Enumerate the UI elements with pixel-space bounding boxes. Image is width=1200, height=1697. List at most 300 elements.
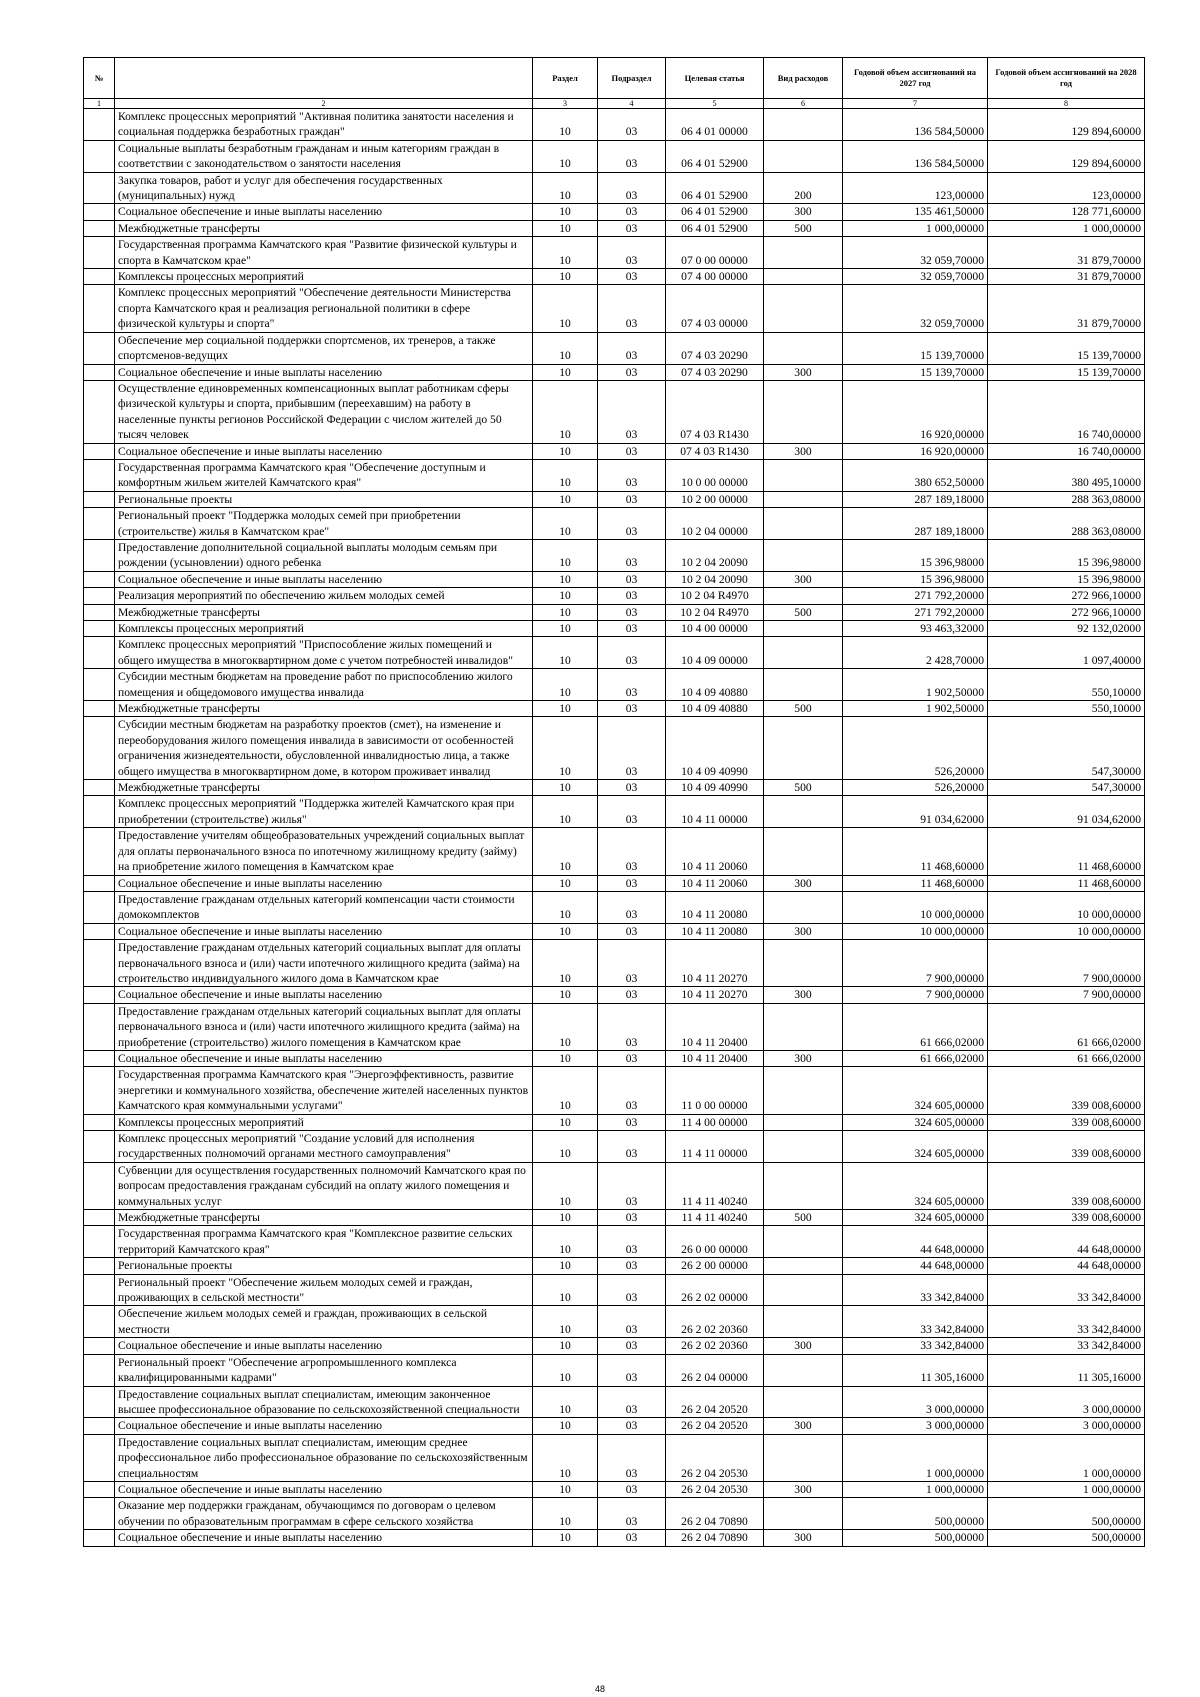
table-row <box>84 285 1145 332</box>
row-target-item-cell: 10 4 09 40990 <box>666 717 764 780</box>
row-target-item-cell: 10 4 09 40880 <box>666 669 764 701</box>
row-amount-2028-cell: 92 132,02000 <box>988 621 1145 637</box>
row-target-item-cell: 11 4 11 00000 <box>666 1131 764 1163</box>
row-name-cell: Комплекс процессных мероприятий "Активная политика занятости населения и социальная поддержка безработных граждан" <box>115 109 533 141</box>
row-target-item-cell: 10 4 09 40880 <box>666 701 764 717</box>
row-expense-kind-cell <box>764 1434 843 1481</box>
row-amount-2028-cell: 547,30000 <box>988 780 1145 796</box>
row-number-cell <box>84 269 115 285</box>
row-subsection-cell: 03 <box>598 780 666 796</box>
row-target-item-cell: 26 2 04 00000 <box>666 1354 764 1386</box>
row-amount-2027-cell: 136 584,50000 <box>843 109 988 141</box>
row-amount-2027-cell: 526,20000 <box>843 717 988 780</box>
row-target-item-cell: 10 2 04 R4970 <box>666 604 764 620</box>
row-name-cell: Комплексы процессных мероприятий <box>115 1114 533 1130</box>
row-amount-2027-cell: 33 342,84000 <box>843 1338 988 1354</box>
table-row <box>84 172 1145 204</box>
row-subsection-cell: 03 <box>598 1530 666 1546</box>
row-expense-kind-cell: 500 <box>764 604 843 620</box>
row-name-cell: Оказание мер поддержки гражданам, обучающимся по договорам о целевом обучении по образовательным программам в сфере сельского хозяйства <box>115 1498 533 1530</box>
row-subsection-cell: 03 <box>598 508 666 540</box>
row-subsection-cell: 03 <box>598 1131 666 1163</box>
row-amount-2027-cell: 380 652,50000 <box>843 459 988 491</box>
row-target-item-cell: 10 2 04 20090 <box>666 539 764 571</box>
table-row <box>84 875 1145 891</box>
row-number-cell <box>84 1434 115 1481</box>
row-number-cell <box>84 1386 115 1418</box>
table-row <box>84 459 1145 491</box>
row-expense-kind-cell: 500 <box>764 701 843 717</box>
row-name-cell: Социальное обеспечение и иные выплаты населению <box>115 923 533 939</box>
row-amount-2027-cell: 1 000,00000 <box>843 1434 988 1481</box>
table-row <box>84 1067 1145 1114</box>
header-amount-2028: Годовой объем ассигнований на 2028 год <box>988 58 1145 99</box>
row-section-cell: 10 <box>533 1481 598 1497</box>
row-number-cell <box>84 380 115 443</box>
row-name-cell: Социальное обеспечение и иные выплаты населению <box>115 1530 533 1546</box>
row-target-item-cell: 07 4 03 R1430 <box>666 443 764 459</box>
row-target-item-cell: 06 4 01 52900 <box>666 172 764 204</box>
row-subsection-cell: 03 <box>598 828 666 875</box>
row-section-cell: 10 <box>533 380 598 443</box>
row-expense-kind-cell: 300 <box>764 364 843 380</box>
header-section: Раздел <box>533 58 598 99</box>
row-expense-kind-cell <box>764 269 843 285</box>
table-row <box>84 1162 1145 1209</box>
row-expense-kind-cell <box>764 1354 843 1386</box>
row-number-cell <box>84 140 115 172</box>
table-row <box>84 1258 1145 1274</box>
row-number-cell <box>84 1354 115 1386</box>
row-target-item-cell: 11 4 11 40240 <box>666 1210 764 1226</box>
row-section-cell: 10 <box>533 1162 598 1209</box>
row-target-item-cell: 10 2 04 20090 <box>666 571 764 587</box>
column-number: 2 <box>115 99 533 109</box>
row-target-item-cell: 10 4 00 00000 <box>666 621 764 637</box>
row-amount-2027-cell: 91 034,62000 <box>843 796 988 828</box>
row-number-cell <box>84 621 115 637</box>
row-number-cell <box>84 109 115 141</box>
row-amount-2028-cell: 339 008,60000 <box>988 1114 1145 1130</box>
row-section-cell: 10 <box>533 1131 598 1163</box>
row-number-cell <box>84 491 115 507</box>
row-subsection-cell: 03 <box>598 796 666 828</box>
row-section-cell: 10 <box>533 669 598 701</box>
row-number-cell <box>84 717 115 780</box>
row-expense-kind-cell: 300 <box>764 1418 843 1434</box>
row-amount-2027-cell: 11 305,16000 <box>843 1354 988 1386</box>
row-expense-kind-cell <box>764 491 843 507</box>
row-amount-2027-cell: 10 000,00000 <box>843 891 988 923</box>
row-amount-2027-cell: 1 902,50000 <box>843 669 988 701</box>
row-section-cell: 10 <box>533 443 598 459</box>
row-name-cell: Региональный проект "Обеспечение агропромышленного комплекса квалифицированными кадрами" <box>115 1354 533 1386</box>
row-name-cell: Социальное обеспечение и иные выплаты населению <box>115 987 533 1003</box>
row-expense-kind-cell <box>764 717 843 780</box>
row-number-cell <box>84 701 115 717</box>
row-expense-kind-cell <box>764 940 843 987</box>
row-number-cell <box>84 1114 115 1130</box>
column-number: 7 <box>843 99 988 109</box>
row-name-cell: Межбюджетные трансферты <box>115 220 533 236</box>
row-amount-2027-cell: 44 648,00000 <box>843 1226 988 1258</box>
row-number-cell <box>84 459 115 491</box>
table-row <box>84 780 1145 796</box>
row-section-cell: 10 <box>533 1386 598 1418</box>
row-target-item-cell: 06 4 01 00000 <box>666 109 764 141</box>
table-row <box>84 987 1145 1003</box>
row-amount-2028-cell: 1 000,00000 <box>988 220 1145 236</box>
row-target-item-cell: 06 4 01 52900 <box>666 140 764 172</box>
row-target-item-cell: 26 2 04 20530 <box>666 1434 764 1481</box>
row-name-cell: Субсидии местным бюджетам на проведение работ по приспособлению жилого помещения и общедомового имущества инвалида <box>115 669 533 701</box>
row-section-cell: 10 <box>533 539 598 571</box>
row-expense-kind-cell: 200 <box>764 172 843 204</box>
row-expense-kind-cell <box>764 588 843 604</box>
row-section-cell: 10 <box>533 1114 598 1130</box>
row-section-cell: 10 <box>533 140 598 172</box>
row-amount-2028-cell: 550,10000 <box>988 701 1145 717</box>
row-expense-kind-cell <box>764 669 843 701</box>
row-subsection-cell: 03 <box>598 1306 666 1338</box>
row-section-cell: 10 <box>533 1338 598 1354</box>
row-amount-2027-cell: 61 666,02000 <box>843 1050 988 1066</box>
row-subsection-cell: 03 <box>598 875 666 891</box>
row-target-item-cell: 10 4 11 20400 <box>666 1050 764 1066</box>
row-amount-2027-cell: 287 189,18000 <box>843 508 988 540</box>
row-target-item-cell: 26 2 00 00000 <box>666 1258 764 1274</box>
row-expense-kind-cell <box>764 109 843 141</box>
row-amount-2028-cell: 500,00000 <box>988 1498 1145 1530</box>
table-row <box>84 621 1145 637</box>
row-expense-kind-cell: 300 <box>764 571 843 587</box>
row-target-item-cell: 10 2 00 00000 <box>666 491 764 507</box>
row-name-cell: Социальное обеспечение и иные выплаты населению <box>115 364 533 380</box>
row-section-cell: 10 <box>533 1274 598 1306</box>
row-target-item-cell: 26 2 02 20360 <box>666 1306 764 1338</box>
row-target-item-cell: 07 4 03 20290 <box>666 364 764 380</box>
row-amount-2028-cell: 31 879,70000 <box>988 269 1145 285</box>
row-name-cell: Региональные проекты <box>115 1258 533 1274</box>
row-name-cell: Комплекс процессных мероприятий "Поддержка жителей Камчатского края при приобретении (строительстве) жилья" <box>115 796 533 828</box>
row-number-cell <box>84 637 115 669</box>
row-subsection-cell: 03 <box>598 364 666 380</box>
row-name-cell: Государственная программа Камчатского края "Обеспечение доступным и комфортным жильем жителей Камчатского края" <box>115 459 533 491</box>
row-amount-2027-cell: 324 605,00000 <box>843 1114 988 1130</box>
budget-allocation-table <box>83 57 1145 1547</box>
row-section-cell: 10 <box>533 508 598 540</box>
row-amount-2027-cell: 33 342,84000 <box>843 1274 988 1306</box>
row-expense-kind-cell <box>764 237 843 269</box>
row-name-cell: Социальное обеспечение и иные выплаты населению <box>115 1418 533 1434</box>
row-subsection-cell: 03 <box>598 1498 666 1530</box>
table-row <box>84 109 1145 141</box>
row-name-cell: Закупка товаров, работ и услуг для обеспечения государственных (муниципальных) нужд <box>115 172 533 204</box>
row-expense-kind-cell <box>764 1003 843 1050</box>
row-subsection-cell: 03 <box>598 940 666 987</box>
row-target-item-cell: 10 4 11 20060 <box>666 875 764 891</box>
row-amount-2027-cell: 3 000,00000 <box>843 1418 988 1434</box>
row-section-cell: 10 <box>533 1530 598 1546</box>
row-number-cell <box>84 1003 115 1050</box>
row-section-cell: 10 <box>533 1258 598 1274</box>
row-subsection-cell: 03 <box>598 237 666 269</box>
row-amount-2028-cell: 550,10000 <box>988 669 1145 701</box>
row-amount-2027-cell: 61 666,02000 <box>843 1003 988 1050</box>
row-subsection-cell: 03 <box>598 220 666 236</box>
row-amount-2027-cell: 135 461,50000 <box>843 204 988 220</box>
row-name-cell: Социальное обеспечение и иные выплаты населению <box>115 875 533 891</box>
row-expense-kind-cell <box>764 380 843 443</box>
row-target-item-cell: 26 2 04 20520 <box>666 1418 764 1434</box>
row-name-cell: Социальное обеспечение и иные выплаты населению <box>115 1481 533 1497</box>
row-section-cell: 10 <box>533 571 598 587</box>
row-expense-kind-cell <box>764 1274 843 1306</box>
row-section-cell: 10 <box>533 285 598 332</box>
row-amount-2027-cell: 271 792,20000 <box>843 588 988 604</box>
row-subsection-cell: 03 <box>598 571 666 587</box>
table-row <box>84 637 1145 669</box>
row-number-cell <box>84 987 115 1003</box>
header-subsection: Подраздел <box>598 58 666 99</box>
row-expense-kind-cell <box>764 1131 843 1163</box>
column-number: 1 <box>84 99 115 109</box>
table-row <box>84 940 1145 987</box>
row-name-cell: Предоставление социальных выплат специалистам, имеющим законченное высшее профессиональное образование по сельскохозяйственной специальности <box>115 1386 533 1418</box>
row-target-item-cell: 10 4 11 00000 <box>666 796 764 828</box>
row-name-cell: Межбюджетные трансферты <box>115 701 533 717</box>
row-amount-2028-cell: 44 648,00000 <box>988 1226 1145 1258</box>
row-amount-2028-cell: 16 740,00000 <box>988 443 1145 459</box>
row-number-cell <box>84 539 115 571</box>
row-amount-2027-cell: 32 059,70000 <box>843 269 988 285</box>
table-row <box>84 237 1145 269</box>
row-target-item-cell: 10 4 09 40990 <box>666 780 764 796</box>
row-section-cell: 10 <box>533 780 598 796</box>
row-number-cell <box>84 1338 115 1354</box>
table-row <box>84 1003 1145 1050</box>
row-subsection-cell: 03 <box>598 717 666 780</box>
row-subsection-cell: 03 <box>598 621 666 637</box>
row-expense-kind-cell <box>764 1162 843 1209</box>
row-expense-kind-cell: 500 <box>764 780 843 796</box>
table-row <box>84 364 1145 380</box>
row-amount-2028-cell: 288 363,08000 <box>988 508 1145 540</box>
column-number-row <box>84 99 1145 109</box>
row-section-cell: 10 <box>533 621 598 637</box>
row-name-cell: Региональный проект "Поддержка молодых семей при приобретении (строительстве) жилья в Камчатском крае" <box>115 508 533 540</box>
row-subsection-cell: 03 <box>598 1258 666 1274</box>
row-subsection-cell: 03 <box>598 987 666 1003</box>
row-expense-kind-cell <box>764 891 843 923</box>
row-target-item-cell: 07 4 03 00000 <box>666 285 764 332</box>
row-subsection-cell: 03 <box>598 1003 666 1050</box>
page-number: 48 <box>594 1684 605 1694</box>
row-amount-2028-cell: 3 000,00000 <box>988 1418 1145 1434</box>
row-target-item-cell: 11 4 11 40240 <box>666 1162 764 1209</box>
table-row <box>84 717 1145 780</box>
row-amount-2027-cell: 500,00000 <box>843 1530 988 1546</box>
row-expense-kind-cell: 500 <box>764 220 843 236</box>
row-expense-kind-cell <box>764 332 843 364</box>
table-header-row <box>84 58 1145 99</box>
header-name <box>115 58 533 99</box>
row-name-cell: Субвенции для осуществления государственных полномочий Камчатского края по вопросам предоставления гражданам субсидий на оплату жилого помещения и коммунальных услуг <box>115 1162 533 1209</box>
row-name-cell: Государственная программа Камчатского края "Развитие физической культуры и спорта в Камчатском крае" <box>115 237 533 269</box>
row-number-cell <box>84 891 115 923</box>
row-amount-2028-cell: 339 008,60000 <box>988 1210 1145 1226</box>
row-subsection-cell: 03 <box>598 1226 666 1258</box>
row-number-cell <box>84 332 115 364</box>
row-section-cell: 10 <box>533 701 598 717</box>
row-amount-2028-cell: 123,00000 <box>988 172 1145 204</box>
table-row <box>84 588 1145 604</box>
row-amount-2027-cell: 287 189,18000 <box>843 491 988 507</box>
table-row <box>84 140 1145 172</box>
row-amount-2028-cell: 380 495,10000 <box>988 459 1145 491</box>
row-number-cell <box>84 796 115 828</box>
row-number-cell <box>84 285 115 332</box>
row-amount-2027-cell: 3 000,00000 <box>843 1386 988 1418</box>
row-amount-2028-cell: 11 468,60000 <box>988 875 1145 891</box>
row-name-cell: Региональный проект "Обеспечение жильем молодых семей и граждан, проживающих в сельской местности" <box>115 1274 533 1306</box>
row-amount-2027-cell: 123,00000 <box>843 172 988 204</box>
row-target-item-cell: 10 4 11 20270 <box>666 940 764 987</box>
row-target-item-cell: 26 2 04 20520 <box>666 1386 764 1418</box>
table-row <box>84 701 1145 717</box>
row-subsection-cell: 03 <box>598 588 666 604</box>
table-row <box>84 1386 1145 1418</box>
row-amount-2027-cell: 15 139,70000 <box>843 332 988 364</box>
row-amount-2028-cell: 1 000,00000 <box>988 1481 1145 1497</box>
row-amount-2028-cell: 33 342,84000 <box>988 1306 1145 1338</box>
row-expense-kind-cell: 300 <box>764 443 843 459</box>
row-subsection-cell: 03 <box>598 1418 666 1434</box>
row-section-cell: 10 <box>533 1003 598 1050</box>
row-target-item-cell: 07 4 03 R1430 <box>666 380 764 443</box>
row-number-cell <box>84 875 115 891</box>
row-section-cell: 10 <box>533 923 598 939</box>
row-section-cell: 10 <box>533 940 598 987</box>
row-number-cell <box>84 1226 115 1258</box>
row-amount-2028-cell: 15 139,70000 <box>988 332 1145 364</box>
table-row <box>84 604 1145 620</box>
row-amount-2027-cell: 32 059,70000 <box>843 285 988 332</box>
row-expense-kind-cell: 300 <box>764 923 843 939</box>
row-expense-kind-cell <box>764 140 843 172</box>
row-number-cell <box>84 1530 115 1546</box>
row-section-cell: 10 <box>533 204 598 220</box>
row-amount-2027-cell: 15 396,98000 <box>843 571 988 587</box>
row-amount-2027-cell: 32 059,70000 <box>843 237 988 269</box>
row-expense-kind-cell <box>764 1498 843 1530</box>
row-name-cell: Государственная программа Камчатского края "Энергоэффективность, развитие энергетики и коммунального хозяйства, обеспечение жителей населенных пунктов Камчатского края коммунальными услугами" <box>115 1067 533 1114</box>
row-subsection-cell: 03 <box>598 1067 666 1114</box>
row-amount-2027-cell: 15 139,70000 <box>843 364 988 380</box>
row-amount-2028-cell: 339 008,60000 <box>988 1131 1145 1163</box>
row-section-cell: 10 <box>533 1226 598 1258</box>
header-number: № <box>84 58 115 99</box>
row-number-cell <box>84 508 115 540</box>
table-row <box>84 923 1145 939</box>
row-section-cell: 10 <box>533 828 598 875</box>
row-amount-2028-cell: 288 363,08000 <box>988 491 1145 507</box>
row-section-cell: 10 <box>533 220 598 236</box>
row-section-cell: 10 <box>533 717 598 780</box>
table-row <box>84 1338 1145 1354</box>
row-section-cell: 10 <box>533 1354 598 1386</box>
row-amount-2027-cell: 10 000,00000 <box>843 923 988 939</box>
row-target-item-cell: 10 2 04 00000 <box>666 508 764 540</box>
row-target-item-cell: 10 4 11 20080 <box>666 891 764 923</box>
row-number-cell <box>84 1498 115 1530</box>
row-name-cell: Межбюджетные трансферты <box>115 780 533 796</box>
row-subsection-cell: 03 <box>598 891 666 923</box>
table-row <box>84 1498 1145 1530</box>
row-name-cell: Предоставление гражданам отдельных категорий социальных выплат для оплаты первоначального взноса и (или) части ипотечного жилищного кредита (займа) на приобретение (строительство) жилого помещения в Камчатском крае <box>115 1003 533 1050</box>
table-row <box>84 1481 1145 1497</box>
row-amount-2028-cell: 7 900,00000 <box>988 987 1145 1003</box>
row-name-cell: Комплекс процессных мероприятий "Приспособление жилых помещений и общего имущества в многоквартирном доме с учетом потребностей инвалидов" <box>115 637 533 669</box>
row-subsection-cell: 03 <box>598 1050 666 1066</box>
row-amount-2028-cell: 500,00000 <box>988 1530 1145 1546</box>
row-expense-kind-cell <box>764 1067 843 1114</box>
row-name-cell: Социальные выплаты безработным гражданам и иным категориям граждан в соответствии с законодательством о занятости населения <box>115 140 533 172</box>
row-subsection-cell: 03 <box>598 1114 666 1130</box>
row-amount-2027-cell: 324 605,00000 <box>843 1131 988 1163</box>
row-expense-kind-cell: 500 <box>764 1210 843 1226</box>
row-number-cell <box>84 780 115 796</box>
row-name-cell: Субсидии местным бюджетам на разработку проектов (смет), на изменение и переоборудования жилого помещения инвалида в зависимости от особенностей ограничения жизнедеятельности, обусловленной инвалидностью лица, а также общего имущества в многоквартирном доме, в котором проживает инвалид <box>115 717 533 780</box>
row-section-cell: 10 <box>533 1210 598 1226</box>
row-amount-2027-cell: 1 000,00000 <box>843 220 988 236</box>
row-number-cell <box>84 237 115 269</box>
table-body <box>84 109 1145 1547</box>
table-row <box>84 1226 1145 1258</box>
row-number-cell <box>84 1258 115 1274</box>
table-row <box>84 380 1145 443</box>
row-number-cell <box>84 1162 115 1209</box>
row-expense-kind-cell <box>764 621 843 637</box>
row-section-cell: 10 <box>533 109 598 141</box>
row-amount-2027-cell: 324 605,00000 <box>843 1067 988 1114</box>
row-subsection-cell: 03 <box>598 491 666 507</box>
row-expense-kind-cell: 300 <box>764 1530 843 1546</box>
row-expense-kind-cell: 300 <box>764 875 843 891</box>
row-amount-2027-cell: 324 605,00000 <box>843 1162 988 1209</box>
header-amount-2027: Годовой объем ассигнований на 2027 год <box>843 58 988 99</box>
column-number: 4 <box>598 99 666 109</box>
row-amount-2028-cell: 61 666,02000 <box>988 1050 1145 1066</box>
row-expense-kind-cell <box>764 1114 843 1130</box>
row-target-item-cell: 26 2 04 70890 <box>666 1498 764 1530</box>
row-name-cell: Обеспечение жильем молодых семей и граждан, проживающих в сельской местности <box>115 1306 533 1338</box>
header-expense-kind: Вид расходов <box>764 58 843 99</box>
row-expense-kind-cell <box>764 1258 843 1274</box>
row-name-cell: Социальное обеспечение и иные выплаты населению <box>115 443 533 459</box>
row-subsection-cell: 03 <box>598 140 666 172</box>
row-number-cell <box>84 604 115 620</box>
row-name-cell: Комплексы процессных мероприятий <box>115 269 533 285</box>
row-expense-kind-cell <box>764 1386 843 1418</box>
row-subsection-cell: 03 <box>598 1338 666 1354</box>
row-amount-2028-cell: 33 342,84000 <box>988 1274 1145 1306</box>
row-expense-kind-cell: 300 <box>764 987 843 1003</box>
row-target-item-cell: 06 4 01 52900 <box>666 204 764 220</box>
row-amount-2027-cell: 526,20000 <box>843 780 988 796</box>
row-section-cell: 10 <box>533 604 598 620</box>
row-section-cell: 10 <box>533 588 598 604</box>
